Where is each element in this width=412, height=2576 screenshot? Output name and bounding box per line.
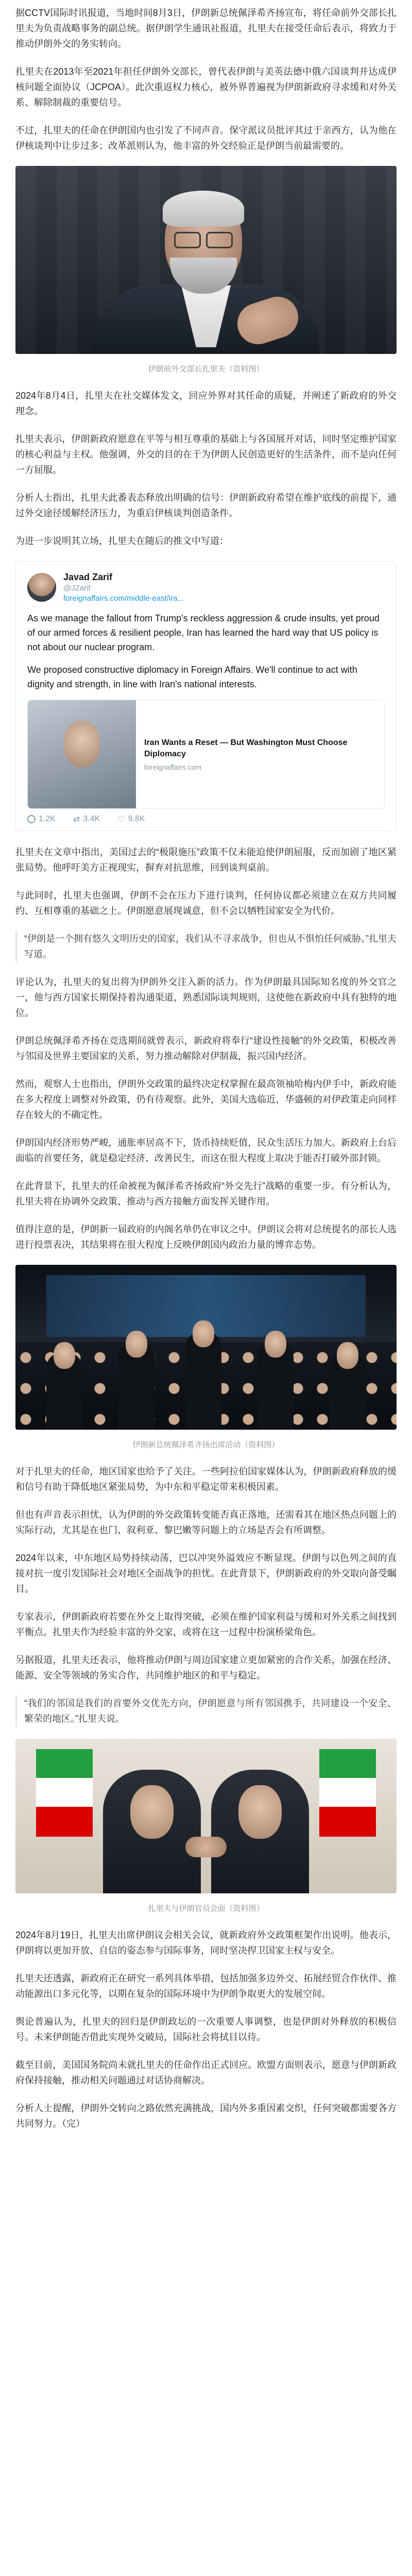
- paragraph: 但也有声音表示担忧，认为伊朗的外交政策转变能否真正落地，还需看其在地区热点问题上的实际行动，尤其是在也门、叙利亚、黎巴嫩等问题上的立场是否会有所调整。: [15, 1510, 397, 1535]
- reply-button[interactable]: [27, 814, 56, 824]
- paragraph: 然而，观察人士也指出，伊朗外交政策的最终决定权掌握在最高领袖哈梅内伊手中，新政府能在多大程度上调整对外政策，仍有待观察。此外，美国大选临近，华盛顿的对伊政策走向同样存在较大的不确定性。: [15, 1079, 397, 1120]
- tweet-header: [27, 571, 385, 604]
- tweet-body: [27, 611, 385, 691]
- paragraph: 2024年以来，中东地区局势持续动荡，巴以冲突外溢效应不断显现。伊朗与以色列之间的直接对抗一度引发国际社会对地区全面战争的担忧。在此背景下，伊朗新政府的外交取向备受瞩目。: [15, 1553, 397, 1594]
- reply-icon: [27, 815, 36, 823]
- paragraph: 在此背景下，扎里夫的任命被视为佩泽希齐扬政府“外交先行”战略的重要一步。有分析认为，扎里夫将在协调外交政策、推动与西方接触方面发挥关键作用。: [15, 1181, 397, 1207]
- paragraph: 对于扎里夫的任命，地区国家也给予了关注。一些阿拉伯国家媒体认为，伊朗新政府释放的缓和信号有助于降低地区紧张局势，为中东和平稳定带来积极因素。: [15, 1466, 397, 1492]
- retweet-button[interactable]: [73, 814, 100, 824]
- paragraph: 扎里夫在文章中指出，美国过去的“极限施压”政策不仅未能迫使伊朗屈服，反而加剧了地区紧张局势。他呼吁美方正视现实，摒弃对抗思维，回到谈判桌前。: [15, 847, 397, 873]
- reply-count: 1.2K: [39, 815, 56, 823]
- link-card-image: [28, 700, 136, 808]
- paragraph: 截至目前，美国国务院尚未就扎里夫的任命作出正式回应。欧盟方面则表示，愿意与伊朗新政府保持接触，推动相关问题通过对话协商解决。: [15, 2060, 397, 2086]
- paragraph: 2024年8月19日，扎里夫出席伊朗议会相关会议，就新政府外交政策框架作出说明。他表示，伊朗将以更加开放、自信的姿态参与国际事务，同时坚决捍卫国家主权与安全。: [15, 1930, 397, 1956]
- embedded-tweet[interactable]: [15, 561, 397, 831]
- photo-caption: 伊朗前外交部长扎里夫（资料图）: [148, 365, 264, 374]
- paragraph: 专家表示，伊朗新政府若要在外交上取得突破，必须在维护国家利益与缓和对外关系之间找到平衡点。扎里夫作为经验丰富的外交家，或将在这一过程中扮演桥梁角色。: [15, 1612, 397, 1637]
- paragraph: 分析人士提醒，伊朗外交转向之路依然充满挑战，国内外多重因素交织，任何突破都需要各方共同努力。（完）: [15, 2103, 397, 2129]
- like-button[interactable]: [117, 814, 145, 824]
- heart-icon: ♡: [117, 815, 125, 824]
- tweet-author-handle[interactable]: @JZarif: [63, 584, 91, 592]
- paragraph: 为进一步说明其立场，扎里夫在随后的推文中写道：: [15, 536, 229, 546]
- link-card-title: Iran Wants a Reset — But Washington Must Choose Diplomacy: [144, 738, 348, 758]
- paragraph: 扎里夫在2013年至2021年担任伊朗外交部长，曾代表伊朗与美英法德中俄六国谈判并达成伊核问题全面协议（JCPOA）。此次重返权力核心，被外界普遍视为伊朗新政府寻求缓和对外关系、解除制裁的重要信号。: [15, 66, 397, 108]
- quote-paragraph: “伊朗是一个拥有悠久文明历史的国家，我们从不寻求战争，但也从不惧怕任何威胁。”扎里夫写道。: [15, 931, 397, 962]
- paragraph: 据CCTV国际时讯报道，当地时间8月3日，伊朗新总统佩泽希齐扬宣布，将任命前外交部长扎里夫为负责战略事务的副总统。据伊朗学生通讯社报道，扎里夫在接受任命后表示，将致力于推动伊朗外交的务实转向。: [15, 8, 397, 49]
- paragraph: 值得注意的是，伊朗新一届政府的内阁名单仍在审议之中。伊朗议会将对总统提名的部长人选进行投票表决，其结果将在很大程度上反映伊朗国内政治力量的博弈态势。: [15, 1224, 397, 1250]
- tweet-link-card[interactable]: [27, 700, 385, 809]
- photo-caption: 伊朗新总统佩泽希齐扬出席活动（资料图）: [132, 1440, 280, 1449]
- zarif-portrait-photo: [15, 166, 397, 354]
- tweet-actions: [27, 809, 385, 824]
- tweet-text: As we manage the fallout from Trump's reckless aggression & crude insults, yet proud of our armed forces & resilient people, Iran has learned the hard way that US policy is not about our nuclear program.: [27, 613, 380, 652]
- quote-paragraph: “我们的邻国是我们的首要外交优先方向，伊朗愿意与所有邻国携手，共同建设一个安全、繁荣的地区。”扎里夫说。: [15, 1696, 397, 1726]
- paragraph: 与此同时，扎里夫也强调，伊朗不会在压力下进行谈判，任何协议都必须建立在双方共同履约、互相尊重的基础之上。伊朗愿意展现诚意，但不会以牺牲国家安全为代价。: [15, 890, 397, 916]
- photo-caption: 扎里夫与伊朗官员会面（资料图）: [148, 1904, 264, 1913]
- retweet-icon: ⇄: [73, 815, 80, 824]
- paragraph: 2024年8月4日，扎里夫在社交媒体发文，回应外界对其任命的质疑，并阐述了新政府的外交理念。: [15, 391, 397, 416]
- paragraph: 伊朗总统佩泽希齐扬在竞选期间就曾表示，新政府将奉行“建设性接触”的外交政策，积极改善与邻国及世界主要国家的关系，努力推动解除对伊制裁，振兴国内经济。: [15, 1036, 397, 1061]
- link-card-domain: foreignaffairs.com: [144, 763, 202, 771]
- conference-photo: [15, 1265, 397, 1430]
- paragraph: 不过，扎里夫的任命在伊朗国内也引发了不同声音。保守派议员批评其过于亲西方，认为他在伊核谈判中让步过多；改革派则认为，他丰富的外交经验正是伊朗当前最需要的。: [15, 125, 397, 151]
- handshake-photo: [15, 1739, 397, 1893]
- paragraph: 扎里夫还透露，新政府正在研究一系列具体举措，包括加强多边外交、拓展经贸合作伙伴、推动能源出口多元化等，以期在复杂的国际环境中为伊朗争取更大的发展空间。: [15, 1973, 397, 1999]
- paragraph: 扎里夫表示，伊朗新政府愿意在平等与相互尊重的基础上与各国展开对话，同时坚定维护国家的核心利益与主权。他强调，外交的目的在于为伊朗人民创造更好的生活条件，而不是向任何一方屈服。: [15, 434, 397, 475]
- paragraph: 伊朗国内经济形势严峻，通胀率居高不下，货币持续贬值，民众生活压力加大。新政府上台后面临的首要任务，就是稳定经济、改善民生，而这在很大程度上取决于能否打破外部封锁。: [15, 1138, 397, 1163]
- retweet-count: 3.4K: [83, 815, 100, 823]
- tweet-author-name[interactable]: Javad Zarif: [63, 572, 113, 582]
- tweet-link[interactable]: foreignaffairs.com/middle-east/ira...: [63, 594, 184, 603]
- paragraph: 舆论普遍认为，扎里夫的回归是伊朗政坛的一次重要人事调整，也是伊朗对外释放的积极信号。未来伊朗能否借此实现外交破局，国际社会将拭目以待。: [15, 2016, 397, 2042]
- paragraph: 分析人士指出，扎里夫此番表态释放出明确的信号：伊朗新政府希望在维护底线的前提下，通过外交途径缓解经济压力，为重启伊核谈判创造条件。: [15, 493, 397, 518]
- paragraph: 评论认为，扎里夫的复出将为伊朗外交注入新的活力。作为伊朗最具国际知名度的外交官之一，他与西方国家长期保持着沟通渠道，熟悉国际谈判规则，这使他在新政府中具有独特的地位。: [15, 977, 397, 1018]
- tweet-text: We proposed constructive diplomacy in Foreign Affairs. We'll continue to act with dignity and strength, in line with Iran's national interests.: [27, 665, 357, 689]
- avatar[interactable]: [27, 573, 56, 602]
- like-count: 9.8K: [128, 815, 145, 823]
- paragraph: 另据报道，扎里夫还表示，他将推动伊朗与周边国家建立更加紧密的合作关系，加强在经济、能源、安全等领域的务实合作，共同维护地区的和平与稳定。: [15, 1655, 397, 1681]
